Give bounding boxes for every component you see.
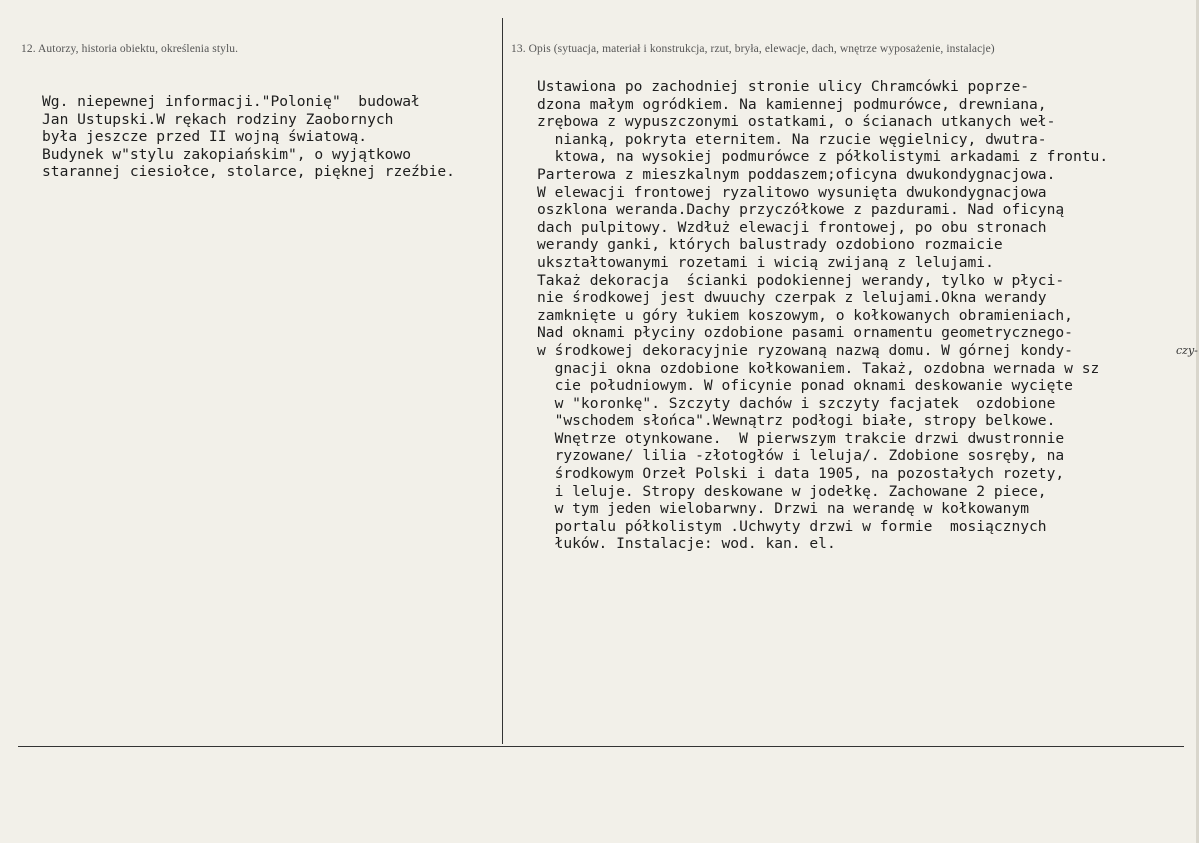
typed-line: w "koronkę". Szczyty dachów i szczyty facjatek ozdobione (537, 394, 1056, 412)
typed-line: zamknięte u góry łukiem koszowym, o kołkowanych obramieniach, (537, 306, 1073, 324)
typed-line: Takaż dekoracja ścianki podokiennej werandy, tylko w płyci- (537, 271, 1065, 289)
section-13-typed-text (537, 78, 1108, 553)
typed-line: zrębowa z wypuszczonymi ostatkami, o ścianach utkanych weł- (537, 113, 1056, 131)
typed-line: portalu półkolistym .Uchwyty drzwi w formie mosiącznych (537, 517, 1047, 535)
typed-line: Nad oknami płyciny ozdobione pasami ornamentu geometrycznego- (537, 324, 1073, 342)
typed-line: "wschodem słońca".Wewnątrz podłogi białe, stropy belkowe. (537, 412, 1056, 430)
column-divider (502, 18, 503, 744)
typed-line: ktowa, na wysokiej podmurówce z półkolistymi arkadami z frontu. (537, 148, 1109, 166)
typed-line: ryzowane/ lilia -złotogłów i leluja/. Zdobione sosręby, na (537, 447, 1065, 465)
typed-line: dach pulpitowy. Wzdłuż elewacji frontowej, po obu stronach (537, 218, 1047, 236)
typed-line: Parterowa z mieszkalnym poddaszem;oficyna dwukondygnacjowa. (537, 165, 1056, 183)
typed-line: w środkowej dekoracyjnie ryzowaną nazwą domu. W górnej kondy- (537, 341, 1073, 359)
section-12-header: 12. Autorzy, historia obiektu, określenia stylu. (21, 43, 239, 55)
typed-line: Ustawiona po zachodniej stronie ulicy Chramcówki poprze- (537, 78, 1030, 95)
typed-line: była jeszcze przed II wojną światową. (42, 128, 368, 146)
typed-line: nie środkowej jest dwuuchy czerpak z lelujami.Okna werandy (537, 289, 1047, 307)
section-13-header: 13. Opis (sytuacja, materiał i konstrukcja, rzut, bryła, elewacje, dach, wnętrze wyposażenie, instalacje) (511, 43, 995, 55)
typed-line: nianką, pokryta eternitem. Na rzucie węgielnicy, dwutra- (537, 130, 1047, 148)
section-12-typed-text (42, 93, 455, 181)
typed-line: dzona małym ogródkiem. Na kamiennej podmurówce, drewniana, (537, 95, 1047, 113)
typed-line: cie południowym. W oficynie ponad oknami deskowanie wycięte (537, 377, 1073, 395)
bottom-rule (18, 746, 1184, 747)
typed-line: Wnętrze otynkowane. W pierwszym trakcie drzwi dwustronnie (537, 429, 1065, 447)
typed-line: werandy ganki, których balustrady ozdobiono rozmaicie (537, 236, 1003, 254)
typed-line: i leluje. Stropy deskowane w jodełkę. Zachowane 2 piece, (537, 482, 1047, 500)
typed-line: gnacji okna ozdobione kołkowaniem. Takaż, ozdobna wernada w sz (537, 359, 1100, 377)
typed-line: w tym jeden wielobarwny. Drzwi na werandę w kołkowanym (537, 500, 1030, 518)
typed-line: starannej ciesiołce, stolarce, pięknej rzeźbie. (42, 163, 455, 181)
typed-line: Budynek w"stylu zakopiańskim", o wyjątkowo (42, 145, 412, 163)
typed-line: środkowym Orzeł Polski i data 1905, na pozostałych rozety, (537, 465, 1065, 483)
typed-line: Wg. niepewnej informacji."Polonię" budował (42, 93, 420, 110)
typed-line: ukształtowanymi rozetami i wicią zwijaną z lelujami. (537, 253, 994, 271)
typed-line: Jan Ustupski.W rękach rodziny Zaobornych (42, 110, 394, 128)
typed-line: oszklona weranda.Dachy przyczółkowe z pazdurami. Nad oficyną (537, 201, 1065, 219)
typed-line: W elewacji frontowej ryzalitowo wysunięta dwukondygnacjowa (537, 183, 1047, 201)
margin-handwritten-note: czy- (1176, 344, 1198, 357)
typed-line: łuków. Instalacje: wod. kan. el. (537, 535, 836, 553)
